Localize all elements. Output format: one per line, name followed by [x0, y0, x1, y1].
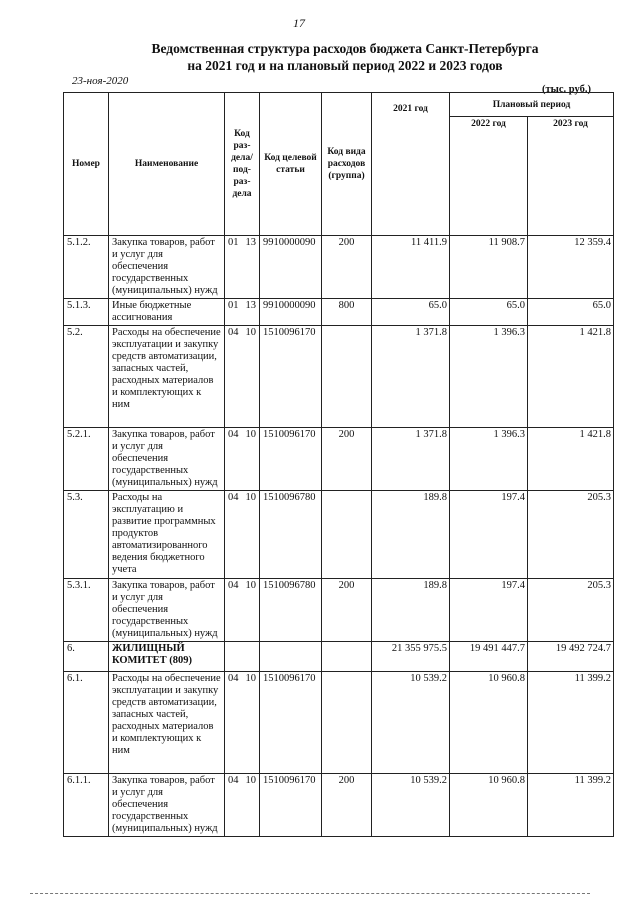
row-name: Закупка товаров, работ и услуг для обеспечения государственных (муниципальных) нужд	[109, 774, 225, 837]
header-expense-type-code: Код вида расходов (группа)	[322, 93, 372, 236]
row-2023-value: 1 421.8	[528, 326, 614, 428]
row-number: 5.1.3.	[64, 299, 109, 326]
row-expense-type-code: 800	[322, 299, 372, 326]
row-name: Закупка товаров, работ и услуг для обеспечения государственных (муниципальных) нужд	[109, 579, 225, 642]
table-body	[64, 236, 614, 837]
row-section: 04	[228, 775, 239, 786]
table-row	[64, 326, 614, 428]
table-row	[64, 491, 614, 579]
row-2022-value: 11 908.7	[450, 236, 528, 299]
row-expense-type-code	[322, 491, 372, 579]
row-target-code: 9910000090	[260, 299, 322, 326]
header-number: Номер	[64, 93, 109, 236]
row-number: 6.1.1.	[64, 774, 109, 837]
row-expense-type-code: 200	[322, 236, 372, 299]
row-2022-value: 19 491 447.7	[450, 642, 528, 672]
row-number: 5.3.	[64, 491, 109, 579]
header-planned-period: Плановый период	[450, 93, 614, 117]
row-section: 04	[228, 327, 239, 338]
row-target-code: 1510096780	[260, 491, 322, 579]
row-target-code: 1510096170	[260, 672, 322, 774]
row-name: Расходы на обеспечение эксплуатации и закупку средств автоматизации, запасных частей, расходных материалов и комплектующих к ним	[109, 326, 225, 428]
table-row	[64, 428, 614, 491]
row-name: Закупка товаров, работ и услуг для обеспечения государственных (муниципальных) нужд	[109, 428, 225, 491]
row-section: 01	[228, 300, 239, 311]
row-2021-value: 21 355 975.5	[372, 642, 450, 672]
row-expense-type-code	[322, 642, 372, 672]
row-subsection: 10	[245, 580, 256, 591]
row-subsection: 10	[245, 429, 256, 440]
row-expense-type-code	[322, 672, 372, 774]
row-2021-value: 11 411.9	[372, 236, 450, 299]
row-2021-value: 10 539.2	[372, 672, 450, 774]
row-subsection: 10	[245, 775, 256, 786]
row-section-code	[225, 642, 260, 672]
row-target-code: 9910000090	[260, 236, 322, 299]
row-2023-value: 11 399.2	[528, 672, 614, 774]
row-section: 04	[228, 429, 239, 440]
row-2021-value: 1 371.8	[372, 326, 450, 428]
row-2023-value: 65.0	[528, 299, 614, 326]
row-expense-type-code: 200	[322, 579, 372, 642]
row-2022-value: 1 396.3	[450, 428, 528, 491]
row-section-code	[225, 299, 260, 326]
row-subsection: 13	[245, 300, 256, 311]
row-number: 6.	[64, 642, 109, 672]
table-row	[64, 672, 614, 774]
row-target-code	[260, 642, 322, 672]
row-subsection: 13	[245, 237, 256, 248]
row-subsection: 10	[245, 673, 256, 684]
row-section-code	[225, 236, 260, 299]
row-2022-value: 65.0	[450, 299, 528, 326]
row-target-code: 1510096170	[260, 428, 322, 491]
row-2021-value: 189.8	[372, 579, 450, 642]
row-target-code: 1510096170	[260, 326, 322, 428]
row-number: 5.2.1.	[64, 428, 109, 491]
title-line-1: Ведомственная структура расходов бюджета Санкт-Петербурга	[151, 41, 539, 56]
row-2023-value: 11 399.2	[528, 774, 614, 837]
row-section-code	[225, 491, 260, 579]
row-name: Закупка товаров, работ и услуг для обеспечения государственных (муниципальных) нужд	[109, 236, 225, 299]
units-label: (тыс. руб.)	[542, 84, 591, 95]
row-section-code	[225, 774, 260, 837]
row-section-code	[225, 672, 260, 774]
header-2022: 2022 год	[450, 117, 528, 236]
row-section-code	[225, 326, 260, 428]
row-2021-value: 10 539.2	[372, 774, 450, 837]
row-name: Расходы на обеспечение эксплуатации и закупку средств автоматизации, запасных частей, расходных материалов и комплектующих к ним	[109, 672, 225, 774]
row-subsection: 10	[245, 327, 256, 338]
table-row	[64, 236, 614, 299]
row-number: 6.1.	[64, 672, 109, 774]
header-name: Наименование	[109, 93, 225, 236]
row-expense-type-code	[322, 326, 372, 428]
table-row	[64, 579, 614, 642]
row-name: ЖИЛИЩНЫЙ КОМИТЕТ (809)	[109, 642, 225, 672]
row-subsection: 10	[245, 492, 256, 503]
header-2021: 2021 год	[372, 93, 450, 236]
row-name: Расходы на эксплуатацию и развитие программных продуктов автоматизированного ведения бюджетного учета	[109, 491, 225, 579]
table-row	[64, 299, 614, 326]
row-name: Иные бюджетные ассигнования	[109, 299, 225, 326]
header-section-code: Код раз- дела/ под- раз- дела	[225, 93, 260, 236]
row-section: 04	[228, 673, 239, 684]
row-2022-value: 197.4	[450, 579, 528, 642]
row-2023-value: 12 359.4	[528, 236, 614, 299]
row-section: 01	[228, 237, 239, 248]
row-2022-value: 10 960.8	[450, 672, 528, 774]
page-number: 17	[293, 16, 305, 30]
row-section: 04	[228, 580, 239, 591]
row-2023-value: 19 492 724.7	[528, 642, 614, 672]
row-target-code: 1510096170	[260, 774, 322, 837]
footer-line	[30, 893, 590, 894]
row-2021-value: 65.0	[372, 299, 450, 326]
table-header	[64, 93, 614, 236]
document-date: 23-ноя-2020	[72, 75, 129, 87]
row-expense-type-code: 200	[322, 774, 372, 837]
row-number: 5.3.1.	[64, 579, 109, 642]
row-section: 04	[228, 492, 239, 503]
row-expense-type-code: 200	[322, 428, 372, 491]
table-row	[64, 774, 614, 837]
row-2021-value: 1 371.8	[372, 428, 450, 491]
row-2022-value: 10 960.8	[450, 774, 528, 837]
row-number: 5.2.	[64, 326, 109, 428]
row-2022-value: 197.4	[450, 491, 528, 579]
budget-table	[63, 92, 614, 837]
row-2023-value: 205.3	[528, 491, 614, 579]
row-2022-value: 1 396.3	[450, 326, 528, 428]
header-2023: 2023 год	[528, 117, 614, 236]
row-2021-value: 189.8	[372, 491, 450, 579]
title-line-2: на 2021 год и на плановый период 2022 и 2023 годов	[187, 58, 503, 73]
header-target-code: Код целевой статьи	[260, 93, 322, 236]
table-row	[64, 642, 614, 672]
row-section-code	[225, 428, 260, 491]
document-title	[0, 40, 640, 74]
row-target-code: 1510096780	[260, 579, 322, 642]
row-2023-value: 1 421.8	[528, 428, 614, 491]
row-number: 5.1.2.	[64, 236, 109, 299]
row-2023-value: 205.3	[528, 579, 614, 642]
row-section-code	[225, 579, 260, 642]
